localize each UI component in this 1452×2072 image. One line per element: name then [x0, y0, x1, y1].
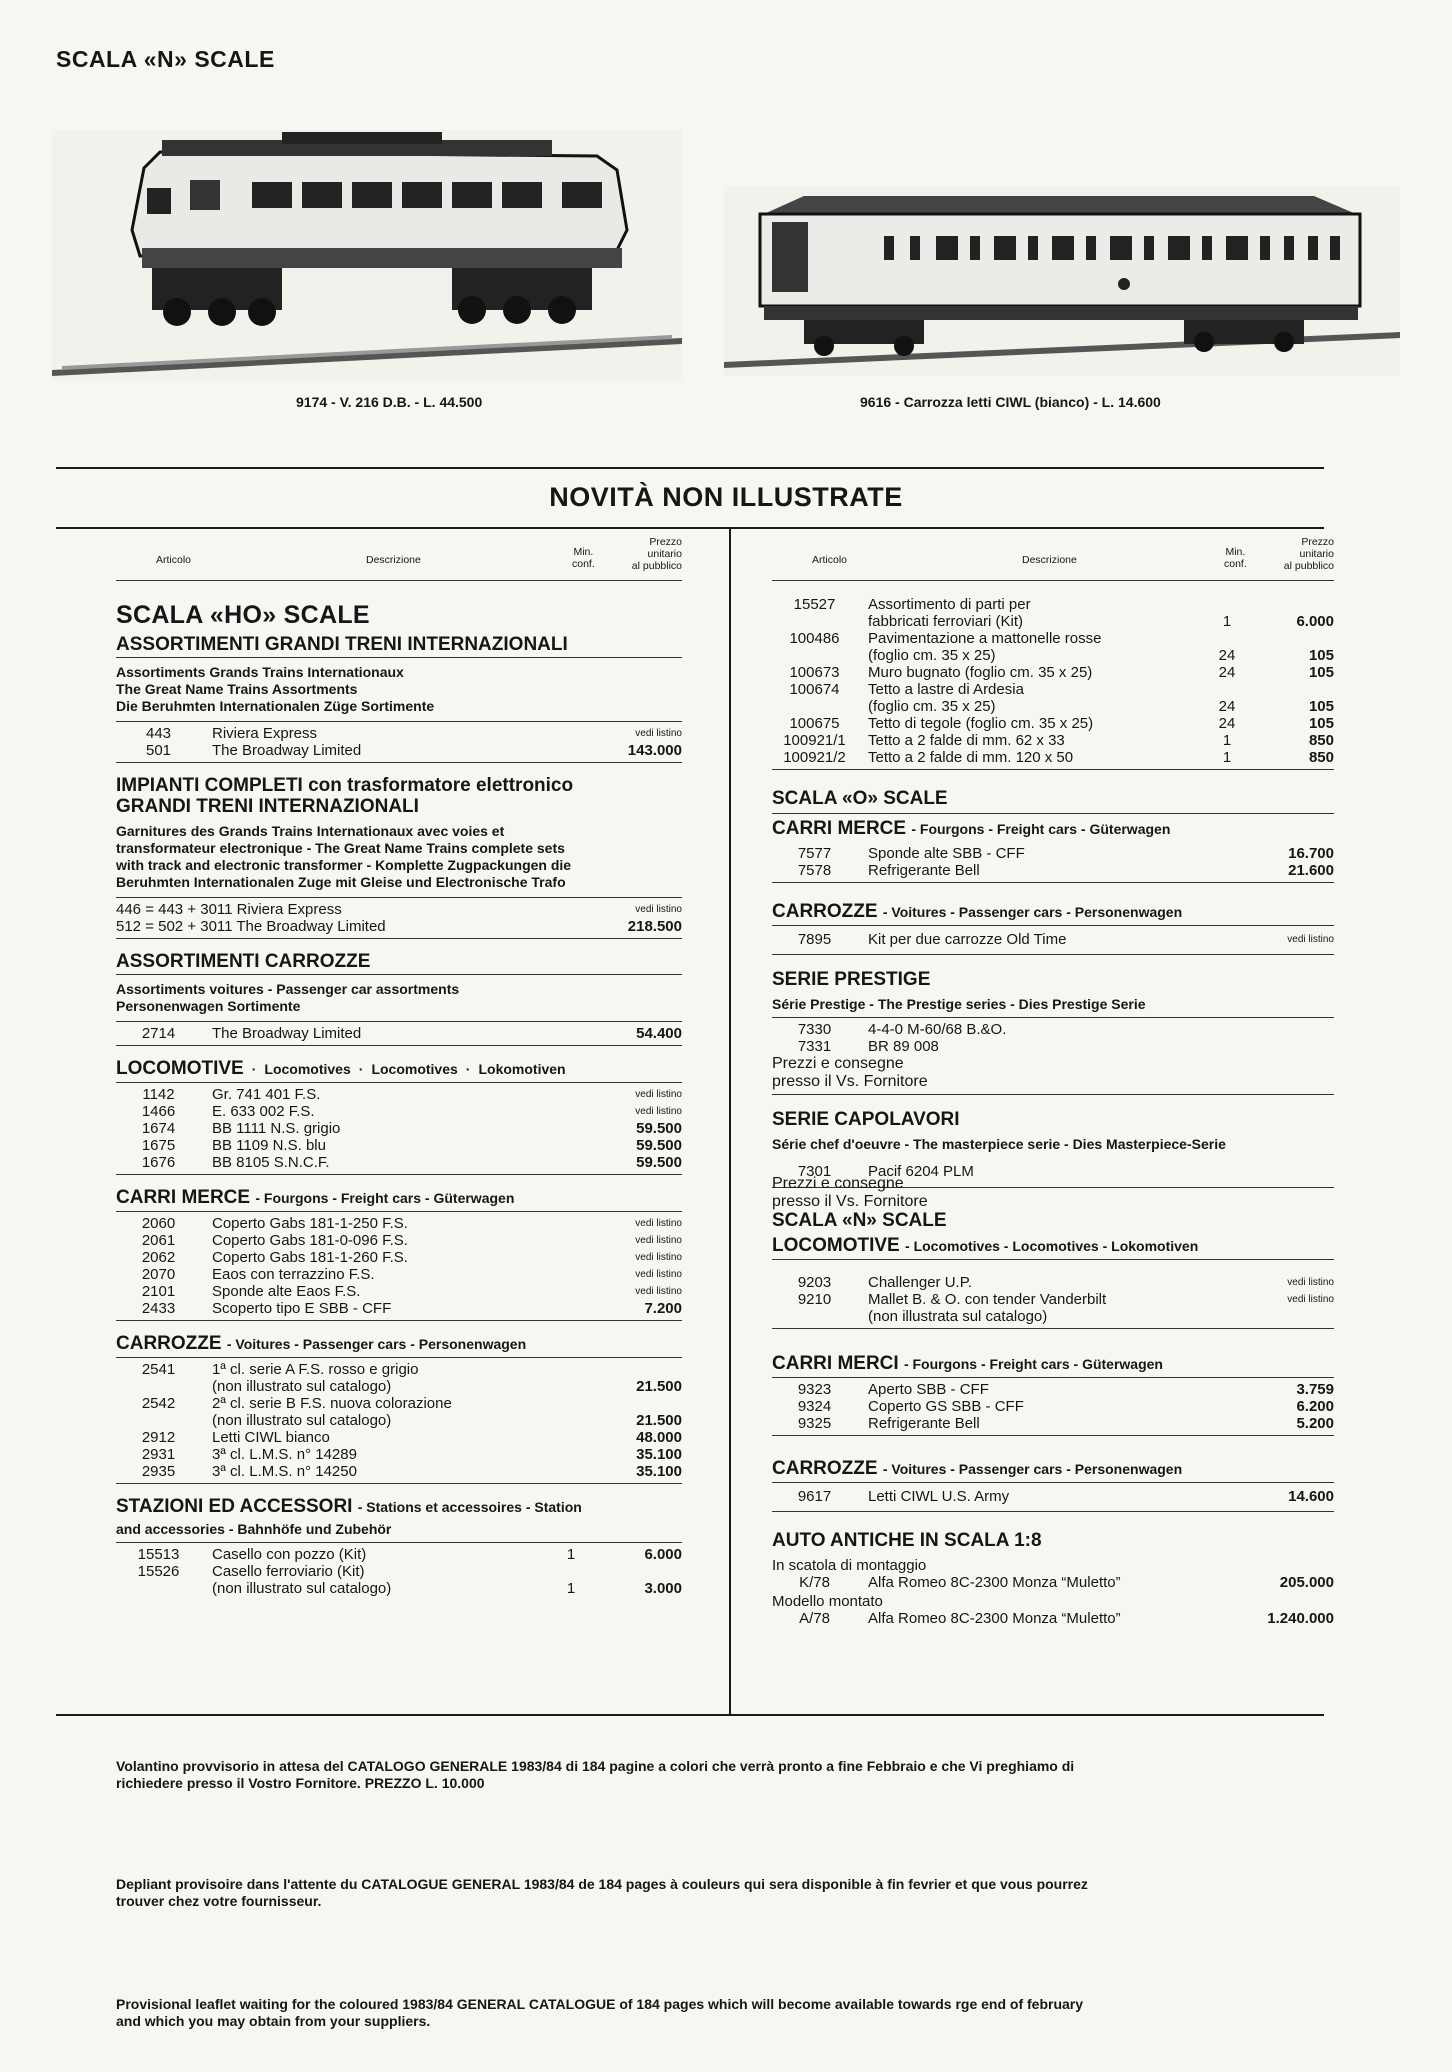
table-rows — [116, 1212, 682, 1321]
locomotive-caption: 9174 - V. 216 D.B. - L. 44.500 — [296, 394, 483, 410]
section-carrozze: CARROZZE - Voitures - Passenger cars - Personenwagen — [116, 1333, 682, 1358]
table-row: 1466 E. 633 002 F.S. vedi listino — [141, 1103, 682, 1120]
section-carri-merce: CARRI MERCE - Fourgons - Freight cars - Güterwagen — [116, 1187, 682, 1212]
table-rows — [772, 926, 1334, 955]
ho-scale-title: SCALA «HO» SCALE — [116, 601, 370, 629]
table-row: 2433 Scoperto tipo E SBB - CFF 7.200 — [141, 1300, 682, 1317]
section-n-carrozze: CARROZZE - Voitures - Passenger cars - Personenwagen — [772, 1458, 1334, 1483]
sleeping-car-photo — [724, 186, 1400, 376]
section-impianti: IMPIANTI COMPLETI con trasformatore elettronico GRANDI TRENI INTERNAZIONALI — [116, 775, 574, 817]
section-capolavori: SERIE CAPOLAVORI — [772, 1109, 960, 1130]
table-row: 9325 Refrigerante Bell 5.200 — [797, 1415, 1334, 1432]
table-row: (non illustrata sul catalogo) — [868, 1308, 1048, 1325]
auto-label-kit: In scatola di montaggio — [772, 1557, 927, 1574]
divider-table-bottom — [56, 1714, 1324, 1716]
table-row: 9617 Letti CIWL U.S. Army 14.600 — [797, 1488, 1334, 1505]
table-row: 1142 Gr. 741 401 F.S. vedi listino — [142, 1086, 682, 1103]
table-row: (foglio cm. 35 x 25) 24 105 — [868, 698, 1334, 715]
page-header: SCALA «N» SCALE — [56, 46, 275, 72]
table-row: 2912 Letti CIWL bianco 48.000 — [141, 1429, 682, 1446]
table-rows — [772, 1155, 1334, 1210]
section-langs: Assortiments Grands Trains Internationaux The Great Name Trains Assortments Die Beruhmten Internationalen Züge Sortimente — [116, 664, 435, 714]
section-n-loco: LOCOMOTIVE - Locomotives - Locomotives - Lokomotiven — [772, 1235, 1334, 1260]
table-row: 2541 1ª cl. serie A F.S. rosso e grigio — [141, 1361, 419, 1378]
section-locomotive: LOCOMOTIVE · Locomotives · Locomotives · Lokomotiven — [116, 1058, 682, 1083]
table-row: A/78 Alfa Romeo 8C-2300 Monza “Muletto” 1.240.000 — [799, 1610, 1334, 1627]
table-row: 15527 Assortimento di parti per — [793, 596, 1031, 613]
table-row: 15513 Casello con pozzo (Kit) 1 6.000 — [137, 1546, 682, 1563]
table-row: 2070 Eaos con terrazzino F.S. vedi listino — [141, 1266, 682, 1283]
table-rows — [772, 593, 1334, 770]
table-row: 446 = 443 + 3011 Riviera Express vedi listino — [116, 901, 682, 918]
table-row: 512 = 502 + 3011 The Broadway Limited 218.500 — [116, 918, 682, 935]
table-rows — [772, 1483, 1334, 1512]
auto-label-built: Modello montato — [772, 1593, 883, 1610]
n-scale-title: SCALA «N» SCALE — [772, 1210, 947, 1231]
footer-french: Depliant provisoire dans l'attente du CATALOGUE GENERAL 1983/84 de 184 pages à couleurs qui sera disponible à fin fevrier et que vous pourrez trouver chez votre fournisseur. — [116, 1876, 1088, 1909]
section-langs: Garnitures des Grands Trains Internationaux avec voies et transformateur electronique - The Great Name Trains complete sets with track and electronic transformer - Komplette Zugpackungen die Beruhmten Internationalen Zuge mit Gleise und Electronische Trafo — [116, 823, 572, 890]
sleeping-car-caption: 9616 - Carrozza letti CIWL (bianco) - L. 14.600 — [860, 394, 1161, 410]
table-row: 100675 Tetto di tegole (foglio cm. 35 x 25) 24 105 — [789, 715, 1334, 732]
table-rows — [772, 1260, 1334, 1329]
section-auto: AUTO ANTICHE IN SCALA 1:8 — [772, 1530, 1042, 1551]
table-row: 100486 Pavimentazione a mattonelle rosse — [789, 630, 1102, 647]
table-row: 100674 Tetto a lastre di Ardesia — [789, 681, 1024, 698]
table-row: 7330 4-4-0 M-60/68 B.&O. — [797, 1021, 1007, 1038]
left-column — [116, 528, 682, 1612]
table-row: 7895 Kit per due carrozze Old Time vedi listino — [797, 931, 1334, 948]
table-row: 2714 The Broadway Limited 54.400 — [141, 1025, 682, 1042]
table-row: 2931 3ª cl. L.M.S. n° 14289 35.100 — [141, 1446, 682, 1463]
main-title: NOVITÀ NON ILLUSTRATE — [549, 482, 903, 512]
table-row: 443 Riviera Express vedi listino — [145, 725, 682, 742]
section-n-carri: CARRI MERCI - Fourgons - Freight cars - Güterwagen — [772, 1353, 1334, 1378]
column-divider — [729, 527, 731, 1715]
table-row: 1676 BB 8105 S.N.C.F. 59.500 — [141, 1154, 682, 1171]
section-assortimenti: ASSORTIMENTI GRANDI TRENI INTERNAZIONALI — [116, 634, 682, 658]
table-rows — [772, 1017, 1334, 1095]
table-row: 9323 Aperto SBB - CFF 3.759 — [797, 1381, 1334, 1398]
section-stazioni: STAZIONI ED ACCESSORI - Stations et accessoires - Station and accessories - Bahnhöfe und Zubehör — [116, 1496, 682, 1543]
table-row: 1675 BB 1109 N.S. blu 59.500 — [141, 1137, 682, 1154]
table-rows — [772, 842, 1334, 883]
footer-italian: Volantino provvisorio in attesa del CATALOGO GENERALE 1983/84 di 184 pagine a colori che verrà pronto a fine Febbraio e che Vi preghiamo di richiedere presso il Vostro Fornitore. PREZZO L. 10.000 — [116, 1758, 1075, 1791]
auto-list — [772, 1557, 1334, 1627]
table-rows — [772, 1378, 1334, 1436]
section-prestige: SERIE PRESTIGE — [772, 969, 931, 990]
table-row: 9324 Coperto GS SBB - CFF 6.200 — [797, 1398, 1334, 1415]
section-langs: Assortiments voitures - Passenger car assortments Personenwagen Sortimente — [116, 981, 460, 1014]
table-row: 7577 Sponde alte SBB - CFF 16.700 — [797, 845, 1334, 862]
table-row: 501 The Broadway Limited 143.000 — [145, 742, 682, 759]
table-row: 2060 Coperto Gabs 181-1-250 F.S. vedi listino — [141, 1215, 682, 1232]
table-row: 2101 Sponde alte Eaos F.S. vedi listino — [141, 1283, 682, 1300]
table-row: 7578 Refrigerante Bell 21.600 — [797, 862, 1334, 879]
table-row: 9203 Challenger U.P. vedi listino — [797, 1274, 1334, 1291]
table-row: 100921/1 Tetto a 2 falde di mm. 62 x 33 1 850 — [783, 732, 1334, 749]
section-o-carri: CARRI MERCE - Fourgons - Freight cars - Güterwagen — [772, 818, 1171, 839]
o-scale-title: SCALA «O» SCALE — [772, 788, 1334, 814]
column-header-left: Articolo Descrizione Min. conf. Prezzo unitario al pubblico — [116, 528, 682, 581]
table-row: (non illustrato sul catalogo) 21.500 — [212, 1412, 682, 1429]
table-row: (non illustrato sul catalogo) 21.500 — [212, 1378, 682, 1395]
table-rows — [116, 721, 682, 763]
table-row: 2062 Coperto Gabs 181-1-260 F.S. vedi listino — [141, 1249, 682, 1266]
table-row: 9210 Mallet B. & O. con tender Vanderbilt vedi listino — [797, 1291, 1334, 1308]
table-row: 15526 Casello ferroviario (Kit) — [137, 1563, 365, 1580]
table-row: 100921/2 Tetto a 2 falde di mm. 120 x 50 1 850 — [783, 749, 1334, 766]
table-row: 2935 3ª cl. L.M.S. n° 14250 35.100 — [141, 1463, 682, 1480]
divider-top — [56, 467, 1324, 469]
price-note: Prezzi e consegne presso il Vs. Fornitore — [772, 1055, 928, 1090]
table-rows — [116, 1358, 682, 1484]
table-rows — [116, 897, 682, 939]
section-assortimenti-carrozze: ASSORTIMENTI CARROZZE — [116, 951, 682, 975]
section-o-carrozze: CARROZZE - Voitures - Passenger cars - Personenwagen — [772, 901, 1334, 926]
footer-english: Provisional leaflet waiting for the coloured 1983/84 GENERAL CATALOGUE of 184 pages which will become available towards rge end of february and which you may obtain from your suppliers. — [116, 1996, 1084, 2029]
table-row: 1674 BB 1111 N.S. grigio 59.500 — [141, 1120, 682, 1137]
table-rows — [116, 1083, 682, 1175]
section-langs: Série chef d'oeuvre - The masterpiece serie - Dies Masterpiece-Serie — [772, 1136, 1226, 1152]
table-row: 2061 Coperto Gabs 181-0-096 F.S. vedi listino — [141, 1232, 682, 1249]
price-note: Prezzi e consegne presso il Vs. Fornitore — [772, 1175, 928, 1210]
table-row: 2542 2ª cl. serie B F.S. nuova colorazione — [141, 1395, 452, 1412]
section-langs: Série Prestige - The Prestige series - Dies Prestige Serie — [772, 996, 1146, 1012]
table-rows — [116, 1021, 682, 1046]
table-row: (foglio cm. 35 x 25) 24 105 — [868, 647, 1334, 664]
table-row: K/78 Alfa Romeo 8C-2300 Monza “Muletto” 205.000 — [799, 1574, 1334, 1591]
table-row: (non illustrato sul catalogo) 1 3.000 — [212, 1580, 682, 1597]
right-column — [772, 528, 1334, 1627]
table-row: 100673 Muro bugnato (foglio cm. 35 x 25) 24 105 — [789, 664, 1334, 681]
column-header-right: Articolo Descrizione Min. conf. Prezzo unitario al pubblico — [772, 528, 1334, 581]
table-row: 7301 Pacif 6204 PLM — [797, 1163, 974, 1180]
table-row: fabbricati ferroviari (Kit) 1 6.000 — [868, 613, 1334, 630]
table-rows — [116, 1543, 682, 1600]
table-row: 7331 BR 89 008 — [797, 1038, 939, 1055]
locomotive-photo — [52, 130, 682, 380]
